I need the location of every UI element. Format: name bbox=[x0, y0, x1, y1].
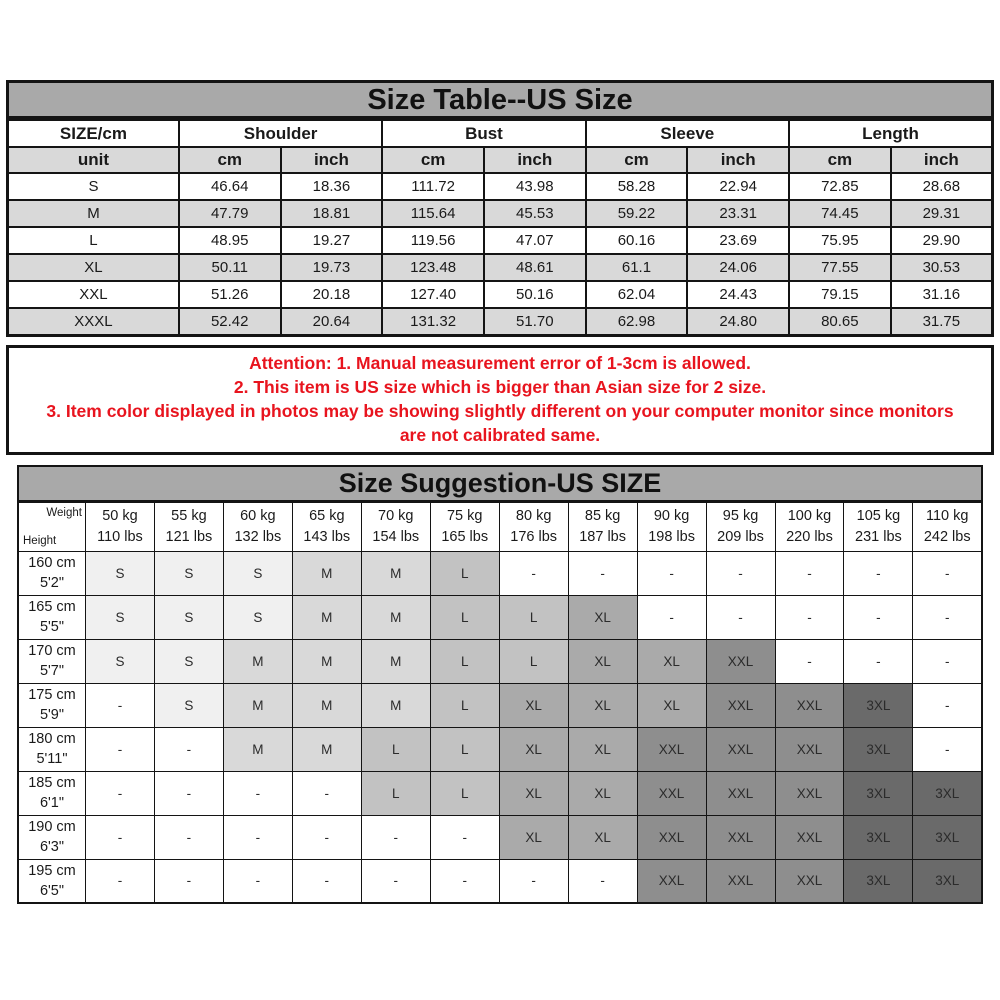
measurement-value: 22.94 bbox=[687, 173, 789, 200]
weight-lbs: 176 lbs bbox=[510, 528, 558, 545]
suggestion-row bbox=[18, 595, 982, 639]
suggestion-cell: S bbox=[154, 639, 223, 683]
measurement-value: 19.73 bbox=[281, 254, 383, 281]
suggestion-cell: - bbox=[85, 815, 154, 859]
suggestion-row bbox=[18, 727, 982, 771]
suggestion-cell: - bbox=[154, 859, 223, 903]
suggestion-cell: 3XL bbox=[844, 859, 913, 903]
suggestion-cell: M bbox=[361, 595, 430, 639]
measurement-value: 123.48 bbox=[382, 254, 484, 281]
suggestion-cell: XXL bbox=[775, 727, 844, 771]
suggestion-cell: XXL bbox=[706, 815, 775, 859]
measurement-value: 31.16 bbox=[891, 281, 993, 308]
weight-kg: 50 kg bbox=[102, 507, 138, 524]
suggestion-cell: M bbox=[292, 639, 361, 683]
measurement-value: 50.11 bbox=[179, 254, 281, 281]
suggestion-cell: XL bbox=[637, 639, 706, 683]
suggestion-cell: M bbox=[292, 595, 361, 639]
group-header-length: Length bbox=[789, 120, 992, 147]
suggestion-cell: - bbox=[706, 551, 775, 595]
suggestion-cell: L bbox=[430, 639, 499, 683]
height-label bbox=[18, 639, 85, 683]
suggestion-cell: - bbox=[844, 639, 913, 683]
suggestion-header-row bbox=[18, 502, 982, 551]
height-cm: 190 cm bbox=[28, 819, 76, 835]
suggestion-row bbox=[18, 551, 982, 595]
weight-lbs: 220 lbs bbox=[786, 528, 833, 545]
height-label bbox=[18, 683, 85, 727]
size-table bbox=[6, 119, 994, 337]
suggestion-cell: M bbox=[361, 639, 430, 683]
suggestion-cell: - bbox=[637, 595, 706, 639]
weight-header bbox=[913, 502, 982, 551]
suggestion-cell: M bbox=[361, 551, 430, 595]
measurement-value: 51.70 bbox=[484, 308, 586, 335]
height-ft: 5'5" bbox=[39, 619, 64, 635]
suggestion-cell: XL bbox=[499, 727, 568, 771]
suggestion-cell: M bbox=[292, 727, 361, 771]
suggestion-cell: S bbox=[85, 551, 154, 595]
weight-header bbox=[775, 502, 844, 551]
suggestion-cell: XXL bbox=[637, 815, 706, 859]
height-label bbox=[18, 595, 85, 639]
height-cm: 170 cm bbox=[28, 643, 76, 659]
measurement-value: 127.40 bbox=[382, 281, 484, 308]
weight-lbs: 209 lbs bbox=[717, 528, 764, 545]
weight-header bbox=[844, 502, 913, 551]
suggestion-cell: - bbox=[844, 551, 913, 595]
weight-kg: 55 kg bbox=[171, 507, 207, 524]
weight-lbs: 143 lbs bbox=[303, 528, 351, 545]
suggestion-row bbox=[18, 639, 982, 683]
weight-height-corner-cell bbox=[18, 502, 85, 551]
weight-kg: 95 kg bbox=[722, 507, 759, 524]
measurement-value: 115.64 bbox=[382, 200, 484, 227]
suggestion-cell: XXL bbox=[706, 727, 775, 771]
suggestion-cell: S bbox=[85, 639, 154, 683]
size-label: S bbox=[8, 173, 179, 200]
suggestion-cell: - bbox=[913, 727, 982, 771]
height-ft: 6'3" bbox=[39, 839, 64, 855]
suggestion-cell: - bbox=[85, 771, 154, 815]
measurement-value: 45.53 bbox=[484, 200, 586, 227]
weight-kg: 110 kg bbox=[925, 507, 969, 524]
weight-lbs: 110 lbs bbox=[97, 528, 143, 545]
suggestion-cell: XL bbox=[499, 771, 568, 815]
suggestion-cell: 3XL bbox=[913, 859, 982, 903]
suggestion-cell: - bbox=[361, 859, 430, 903]
suggestion-cell: M bbox=[223, 639, 292, 683]
weight-header bbox=[499, 502, 568, 551]
suggestion-cell: XXL bbox=[706, 683, 775, 727]
suggestion-cell: XXL bbox=[706, 771, 775, 815]
suggestion-cell: XXL bbox=[637, 859, 706, 903]
weight-kg: 105 kg bbox=[856, 507, 901, 524]
measurement-value: 20.64 bbox=[281, 308, 383, 335]
weight-header bbox=[706, 502, 775, 551]
suggestion-cell: - bbox=[775, 639, 844, 683]
size-table-group-row bbox=[8, 120, 993, 147]
suggestion-cell: L bbox=[499, 595, 568, 639]
measurement-value: 23.69 bbox=[687, 227, 789, 254]
size-label: XXXL bbox=[8, 308, 179, 335]
measurement-value: 48.61 bbox=[484, 254, 586, 281]
measurement-value: 30.53 bbox=[891, 254, 993, 281]
measurement-value: 59.22 bbox=[586, 200, 688, 227]
suggestion-cell: - bbox=[223, 859, 292, 903]
suggestion-cell: - bbox=[913, 639, 982, 683]
suggestion-cell: - bbox=[85, 727, 154, 771]
suggestion-cell: - bbox=[844, 595, 913, 639]
suggestion-cell: M bbox=[223, 727, 292, 771]
measurement-value: 58.28 bbox=[586, 173, 688, 200]
suggestion-cell: L bbox=[430, 727, 499, 771]
weight-kg: 70 kg bbox=[378, 507, 414, 524]
attention-line: Attention: 1. Manual measurement error of 1-3cm is allowed. bbox=[249, 352, 751, 373]
suggestion-cell: XL bbox=[568, 815, 637, 859]
suggestion-cell: XXL bbox=[706, 859, 775, 903]
size-row-s bbox=[8, 173, 993, 200]
measurement-value: 77.55 bbox=[789, 254, 891, 281]
weight-lbs: 154 lbs bbox=[372, 528, 420, 545]
unit-header-cm: cm bbox=[382, 147, 484, 173]
measurement-value: 18.81 bbox=[281, 200, 383, 227]
measurement-value: 72.85 bbox=[789, 173, 891, 200]
suggestion-row bbox=[18, 683, 982, 727]
suggestion-cell: L bbox=[430, 595, 499, 639]
unit-header-cm: cm bbox=[586, 147, 688, 173]
suggestion-cell: XXL bbox=[775, 859, 844, 903]
measurement-value: 47.79 bbox=[179, 200, 281, 227]
suggestion-cell: - bbox=[430, 815, 499, 859]
suggestion-cell: M bbox=[361, 683, 430, 727]
weight-lbs: 198 lbs bbox=[648, 528, 695, 545]
measurement-value: 18.36 bbox=[281, 173, 383, 200]
suggestion-cell: XL bbox=[499, 815, 568, 859]
suggestion-cell: S bbox=[223, 595, 292, 639]
weight-header bbox=[637, 502, 706, 551]
unit-header-inch: inch bbox=[484, 147, 586, 173]
suggestion-cell: XL bbox=[568, 727, 637, 771]
suggestion-cell: XL bbox=[637, 683, 706, 727]
suggestion-cell: - bbox=[154, 771, 223, 815]
suggestion-cell: 3XL bbox=[913, 815, 982, 859]
unit-header-cm: cm bbox=[789, 147, 891, 173]
suggestion-cell: 3XL bbox=[844, 683, 913, 727]
height-ft: 5'9" bbox=[39, 707, 64, 723]
suggestion-cell: - bbox=[775, 595, 844, 639]
size-suggestion-section bbox=[17, 465, 983, 905]
suggestion-cell: - bbox=[154, 727, 223, 771]
suggestion-cell: XXL bbox=[775, 771, 844, 815]
suggestion-cell: - bbox=[223, 771, 292, 815]
suggestion-cell: XL bbox=[499, 683, 568, 727]
suggestion-cell: XL bbox=[568, 683, 637, 727]
weight-lbs: 165 lbs bbox=[441, 528, 489, 545]
measurement-value: 60.16 bbox=[586, 227, 688, 254]
measurement-value: 20.18 bbox=[281, 281, 383, 308]
measurement-value: 119.56 bbox=[382, 227, 484, 254]
weight-header bbox=[292, 502, 361, 551]
measurement-value: 47.07 bbox=[484, 227, 586, 254]
group-header-sleeve: Sleeve bbox=[586, 120, 789, 147]
suggestion-row bbox=[18, 771, 982, 815]
size-suggestion-title: Size Suggestion-US SIZE bbox=[17, 465, 983, 502]
height-cm: 185 cm bbox=[28, 775, 76, 791]
suggestion-cell: - bbox=[154, 815, 223, 859]
measurement-value: 24.80 bbox=[687, 308, 789, 335]
measurement-value: 80.65 bbox=[789, 308, 891, 335]
suggestion-cell: M bbox=[223, 683, 292, 727]
suggestion-cell: - bbox=[775, 551, 844, 595]
height-ft: 5'2" bbox=[39, 575, 64, 591]
size-table-section bbox=[6, 80, 994, 337]
measurement-value: 111.72 bbox=[382, 173, 484, 200]
weight-kg: 75 kg bbox=[446, 507, 483, 524]
attention-box bbox=[6, 345, 994, 455]
height-cm: 180 cm bbox=[28, 731, 76, 747]
height-label bbox=[18, 859, 85, 903]
size-row-m bbox=[8, 200, 993, 227]
suggestion-cell: - bbox=[292, 859, 361, 903]
unit-header-cm: cm bbox=[179, 147, 281, 173]
size-row-xl bbox=[8, 254, 993, 281]
measurement-value: 75.95 bbox=[789, 227, 891, 254]
weight-header bbox=[154, 502, 223, 551]
suggestion-cell: - bbox=[430, 859, 499, 903]
height-cm: 195 cm bbox=[28, 862, 76, 879]
suggestion-cell: 3XL bbox=[844, 727, 913, 771]
measurement-value: 61.1 bbox=[586, 254, 688, 281]
suggestion-cell: - bbox=[85, 859, 154, 903]
weight-header bbox=[361, 502, 430, 551]
unit-header-inch: inch bbox=[891, 147, 993, 173]
weight-lbs: 121 lbs bbox=[165, 528, 213, 545]
size-row-xxxl bbox=[8, 308, 993, 335]
height-label bbox=[18, 727, 85, 771]
measurement-value: 50.16 bbox=[484, 281, 586, 308]
suggestion-cell: - bbox=[637, 551, 706, 595]
measurement-value: 52.42 bbox=[179, 308, 281, 335]
measurement-value: 28.68 bbox=[891, 173, 993, 200]
group-header-bust: Bust bbox=[382, 120, 585, 147]
measurement-value: 43.98 bbox=[484, 173, 586, 200]
measurement-value: 19.27 bbox=[281, 227, 383, 254]
weight-header bbox=[430, 502, 499, 551]
size-col-header: SIZE/cm bbox=[8, 120, 179, 147]
suggestion-row bbox=[18, 859, 982, 903]
suggestion-cell: S bbox=[85, 595, 154, 639]
size-table-unit-row bbox=[8, 147, 993, 173]
height-label bbox=[18, 551, 85, 595]
suggestion-cell: - bbox=[706, 595, 775, 639]
suggestion-cell: S bbox=[223, 551, 292, 595]
suggestion-cell: 3XL bbox=[844, 815, 913, 859]
suggestion-cell: - bbox=[223, 815, 292, 859]
suggestion-cell: M bbox=[292, 683, 361, 727]
height-ft: 5'7" bbox=[39, 663, 64, 679]
suggestion-cell: - bbox=[913, 595, 982, 639]
height-ft: 6'5" bbox=[39, 882, 64, 899]
weight-lbs: 132 lbs bbox=[234, 528, 282, 545]
unit-label: unit bbox=[8, 147, 179, 173]
suggestion-cell: S bbox=[154, 595, 223, 639]
suggestion-cell: XXL bbox=[637, 727, 706, 771]
height-label bbox=[18, 815, 85, 859]
measurement-value: 62.98 bbox=[586, 308, 688, 335]
size-label: XL bbox=[8, 254, 179, 281]
suggestion-cell: 3XL bbox=[844, 771, 913, 815]
size-label: L bbox=[8, 227, 179, 254]
suggestion-cell: XXL bbox=[706, 639, 775, 683]
measurement-value: 31.75 bbox=[891, 308, 993, 335]
suggestion-row bbox=[18, 815, 982, 859]
height-label bbox=[18, 771, 85, 815]
suggestion-cell: XXL bbox=[775, 815, 844, 859]
height-cm: 165 cm bbox=[28, 599, 76, 615]
weight-kg: 60 kg bbox=[240, 507, 276, 524]
size-label: XXL bbox=[8, 281, 179, 308]
measurement-value: 23.31 bbox=[687, 200, 789, 227]
measurement-value: 131.32 bbox=[382, 308, 484, 335]
suggestion-cell: 3XL bbox=[913, 771, 982, 815]
weight-header bbox=[85, 502, 154, 551]
suggestion-cell: - bbox=[85, 683, 154, 727]
weight-kg: 100 kg bbox=[787, 507, 832, 524]
weight-kg: 85 kg bbox=[584, 507, 621, 524]
measurement-value: 29.90 bbox=[891, 227, 993, 254]
attention-line: are not calibrated same. bbox=[399, 424, 601, 445]
suggestion-cell: - bbox=[913, 683, 982, 727]
suggestion-cell: L bbox=[430, 771, 499, 815]
suggestion-cell: - bbox=[499, 859, 568, 903]
suggestion-cell: L bbox=[430, 683, 499, 727]
corner-height-label: Height bbox=[23, 534, 57, 547]
measurement-value: 29.31 bbox=[891, 200, 993, 227]
suggestion-cell: - bbox=[499, 551, 568, 595]
suggestion-cell: XL bbox=[568, 639, 637, 683]
height-ft: 6'1" bbox=[39, 795, 64, 811]
weight-header bbox=[568, 502, 637, 551]
weight-lbs: 231 lbs bbox=[855, 528, 902, 545]
suggestion-cell: L bbox=[361, 727, 430, 771]
suggestion-cell: - bbox=[568, 859, 637, 903]
suggestion-cell: L bbox=[430, 551, 499, 595]
suggestion-cell: XL bbox=[568, 595, 637, 639]
weight-kg: 65 kg bbox=[309, 507, 345, 524]
size-row-xxl bbox=[8, 281, 993, 308]
attention-line: 2. This item is US size which is bigger than Asian size for 2 size. bbox=[233, 376, 767, 397]
suggestion-cell: S bbox=[154, 551, 223, 595]
size-label: M bbox=[8, 200, 179, 227]
suggestion-cell: M bbox=[292, 551, 361, 595]
suggestion-cell: L bbox=[499, 639, 568, 683]
suggestion-cell: - bbox=[292, 815, 361, 859]
weight-kg: 80 kg bbox=[515, 507, 552, 524]
weight-kg: 90 kg bbox=[653, 507, 690, 524]
size-table-title: Size Table--US Size bbox=[6, 80, 994, 119]
suggestion-cell: - bbox=[292, 771, 361, 815]
unit-header-inch: inch bbox=[687, 147, 789, 173]
suggestion-cell: XXL bbox=[637, 771, 706, 815]
unit-header-inch: inch bbox=[281, 147, 383, 173]
measurement-value: 62.04 bbox=[586, 281, 688, 308]
measurement-value: 79.15 bbox=[789, 281, 891, 308]
weight-lbs: 187 lbs bbox=[579, 528, 626, 545]
size-suggestion-table bbox=[17, 502, 983, 905]
height-cm: 160 cm bbox=[28, 555, 76, 571]
group-header-shoulder: Shoulder bbox=[179, 120, 382, 147]
measurement-value: 46.64 bbox=[179, 173, 281, 200]
suggestion-cell: XXL bbox=[775, 683, 844, 727]
measurement-value: 24.06 bbox=[687, 254, 789, 281]
corner-weight-label: Weight bbox=[46, 506, 82, 519]
height-cm: 175 cm bbox=[28, 687, 76, 703]
measurement-value: 48.95 bbox=[179, 227, 281, 254]
weight-lbs: 242 lbs bbox=[923, 528, 971, 545]
suggestion-cell: - bbox=[568, 551, 637, 595]
suggestion-cell: L bbox=[361, 771, 430, 815]
measurement-value: 51.26 bbox=[179, 281, 281, 308]
suggestion-cell: - bbox=[361, 815, 430, 859]
attention-line: 3. Item color displayed in photos may be showing slightly different on your computer monitor since monitors bbox=[46, 400, 954, 421]
suggestion-cell: - bbox=[913, 551, 982, 595]
measurement-value: 24.43 bbox=[687, 281, 789, 308]
height-ft: 5'11" bbox=[36, 751, 68, 767]
measurement-value: 74.45 bbox=[789, 200, 891, 227]
weight-header bbox=[223, 502, 292, 551]
suggestion-cell: XL bbox=[568, 771, 637, 815]
suggestion-cell: S bbox=[154, 683, 223, 727]
size-row-l bbox=[8, 227, 993, 254]
